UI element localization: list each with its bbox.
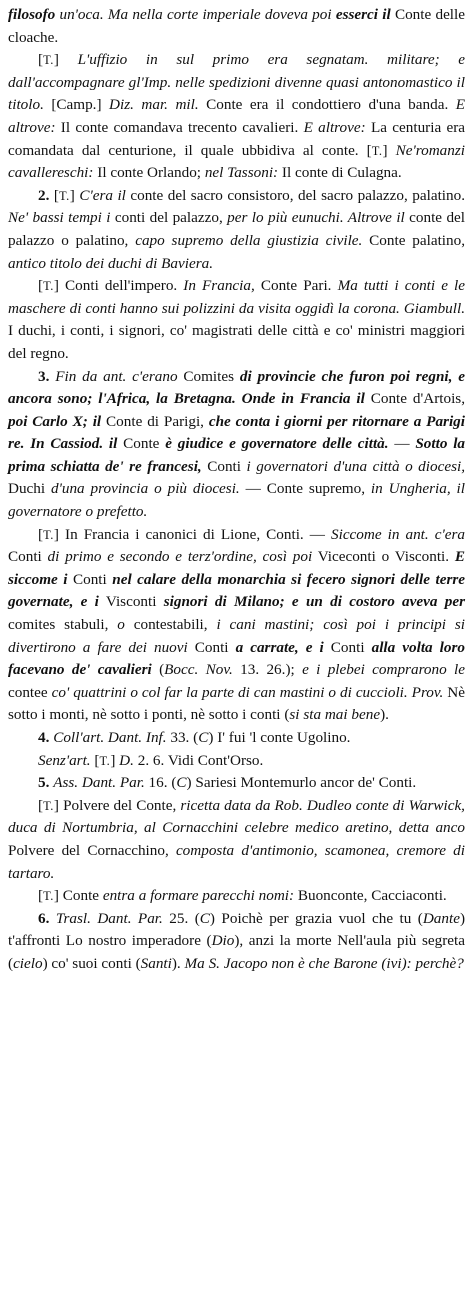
text-run: ).	[380, 706, 389, 724]
text-run: a carrate, e i	[235, 638, 324, 656]
text-run: C	[176, 774, 187, 792]
text-run: Nè sotto i monti, nè sotto i ponti, nè sotto i conti (	[8, 683, 465, 724]
text-run: Comites	[177, 367, 240, 385]
entry-paragraph	[8, 4, 465, 49]
entry-paragraph	[8, 908, 465, 976]
text-run: Fin da ant. c'erano	[55, 367, 178, 385]
text-run: [	[49, 186, 59, 204]
text-run: Santi	[140, 954, 172, 972]
text-run: Conti	[323, 638, 372, 656]
text-run: Ma S. Jacopo non è che Barone (ivi): perchè?	[184, 954, 464, 972]
text-run: 3.	[38, 367, 50, 385]
text-run: Visconti	[98, 593, 164, 611]
entry-paragraph	[8, 366, 465, 524]
text-run: Conte Pari.	[254, 277, 338, 295]
text-run: Ne' bassi tempi i	[8, 209, 111, 227]
text-run: d'una provincia o più diocesi.	[51, 480, 240, 498]
text-run: [	[38, 277, 44, 295]
text-run: — Conte supremo,	[239, 480, 371, 498]
text-run: [Camp.]	[43, 96, 110, 114]
text-run: Conti	[201, 457, 247, 475]
text-run: E siccome i	[8, 548, 465, 588]
text-run: ]	[110, 751, 120, 769]
text-run: Il conte comandava trecento cavalieri.	[55, 118, 304, 136]
text-run: ]	[53, 51, 78, 69]
text-run: cielo	[13, 954, 43, 972]
text-run: i cani mastini; così poi i principi si divertirono a fare dei nuovi	[8, 616, 465, 656]
text-run: un'oca. Ma nella corte imperiale doveva poi	[55, 6, 336, 23]
entry-paragraph	[8, 275, 465, 365]
text-run: Trasl. Dant. Par.	[55, 909, 163, 927]
text-run: Conti	[67, 570, 113, 588]
text-run: Sotto la prima schiatta de' re francesi,	[8, 435, 466, 475]
text-run: contee	[8, 683, 52, 701]
text-run: Polvere del Cornacchino,	[8, 841, 176, 859]
text-run: ).	[171, 954, 185, 972]
text-run: di provincie che furon poi regni, e ancora sono; l'Africa, la Bretagna. Onde in Francia il	[8, 367, 466, 408]
text-run: [	[38, 525, 44, 543]
text-run: Coll'art. Dant. Inf.	[53, 729, 167, 746]
text-run: Bocc. Nov.	[164, 661, 233, 679]
source-tag: T.	[43, 53, 54, 68]
text-run: E altrove:	[303, 118, 366, 136]
text-run: ]	[69, 186, 80, 204]
text-run: 4.	[38, 729, 50, 746]
text-run: Conte d'Artois,	[364, 390, 466, 408]
text-run: C	[198, 729, 209, 746]
text-run: ]	[382, 141, 396, 159]
text-run: Ma tutti i conti e le maschere di conti hanno sui polizzini da visita oggidì la corona. Giambull.	[8, 277, 465, 317]
text-run: In Francia,	[183, 277, 255, 295]
text-run: si sta mai bene	[289, 706, 381, 724]
text-run: ] Conte	[53, 887, 103, 905]
text-run: 6.	[38, 909, 50, 927]
text-run: Senz'art.	[38, 751, 91, 769]
text-run: co' quattrini o col far la parte di can mastini o di cucciolі. Prov.	[51, 683, 444, 701]
text-run: [	[90, 751, 100, 769]
text-run: Conte delle cloache.	[8, 6, 465, 46]
text-run: i governatori d'una città o diocesi,	[246, 457, 466, 475]
text-run: Conte	[117, 435, 166, 453]
text-run: che conta i giorni per ritornare a Parigi re. In Cassiod. il	[8, 412, 465, 453]
text-run: di primo e secondo e terz'ordine, così poi	[47, 548, 313, 566]
text-run: ) Sariesi Montemurlo ancor de' Conti.	[186, 774, 417, 792]
text-run: ] Polvere del Conte,	[53, 796, 181, 814]
text-run: Buonconte, Cacciaconti.	[294, 887, 447, 905]
entry-paragraph	[8, 185, 465, 275]
text-run: comites stabuli,	[8, 616, 118, 634]
text-run: conte del sacro consistoro, del sacro palazzo, palatino.	[125, 186, 466, 204]
text-run: alla volta loro facevano de' cavalieri	[8, 638, 466, 679]
text-run: ) Poichè per grazia vuol che tu (	[209, 909, 423, 927]
text-run: Ass. Dant. Par.	[53, 774, 145, 792]
text-run: Siccome in ant. c'era	[331, 525, 465, 543]
text-run: Conti	[8, 548, 48, 566]
text-run: signori di Milano; e un di costoro aveva per	[163, 593, 465, 611]
text-run: [	[38, 887, 44, 905]
source-tag: T.	[43, 889, 54, 904]
text-run: conti del palazzo,	[110, 209, 228, 227]
text-run: per lo più eunuchi. Altrove il	[227, 209, 405, 227]
text-run: ) I' fui 'l conte Ugolino.	[208, 729, 351, 746]
source-tag: T.	[43, 279, 54, 294]
text-run: ricetta data da Rob. Dudleo conte di Warwick, duca di Nortumbria, al Cornacchini celebre medico aretino, detta anco	[8, 796, 465, 837]
source-tag: T.	[58, 188, 70, 203]
text-run: [	[38, 796, 44, 814]
text-run: Conti	[187, 638, 236, 656]
text-run: Duchi	[8, 480, 52, 498]
text-run: composta d'antimonio, scamonea, cremore di tartaro.	[8, 841, 465, 882]
text-run: conte del palazzo o palatino,	[8, 209, 465, 249]
text-run: (	[151, 661, 165, 679]
text-run: entra a formare parecchi nomi:	[102, 887, 295, 905]
entry-paragraph	[8, 49, 465, 185]
text-run: Il conte di Culagna.	[278, 164, 402, 182]
entry-paragraph	[8, 750, 465, 773]
text-run: e i plebei comprarono le	[302, 661, 465, 679]
text-run: ) co' suoi conti (	[42, 954, 141, 972]
text-run: Il conte Orlando;	[93, 164, 205, 182]
text-run: —	[388, 435, 416, 453]
text-run: contestabili,	[124, 616, 217, 634]
text-run: 13. 26.);	[232, 661, 303, 679]
text-run: 5.	[38, 774, 50, 792]
text-run: poi Carlo X; il	[8, 412, 102, 430]
text-run: ), anzi la morte Nell'aula più segreta (	[8, 932, 465, 972]
text-run: capo supremo della giustizia civile.	[135, 231, 363, 249]
text-run: esserci il	[335, 6, 391, 23]
text-run: ) t'affronti Lo nostro imperadore (	[8, 909, 466, 950]
text-run: C	[199, 909, 210, 927]
text-run: 2. 6. Vidi Cont'Orso.	[133, 751, 264, 769]
text-run: D.	[119, 751, 134, 769]
text-run: Dante	[422, 909, 460, 927]
source-tag: T.	[99, 753, 111, 768]
text-run: C'era il	[79, 186, 126, 204]
source-tag: T.	[43, 798, 54, 813]
text-run: 25. (	[162, 909, 200, 927]
text-run: filosofo	[8, 6, 56, 23]
text-run: L'uffizio in sul primo era segnatam. militare; e dall'accompagnare gl'Imp. nelle spedizioni divenne quasi antonomastico il titolo.	[8, 51, 466, 114]
entry-paragraph	[8, 795, 465, 885]
text-run: 2.	[38, 186, 50, 204]
entry-paragraph	[8, 885, 465, 908]
text-run: è giudice e governatore delle città.	[165, 435, 389, 453]
text-run: nel Tassoni:	[204, 164, 279, 182]
text-run: ] Conti dell'impero.	[53, 277, 184, 295]
entry-paragraph	[8, 727, 465, 750]
text-run: [	[38, 51, 44, 69]
text-run: Conte era il condottiero d'una banda.	[198, 96, 456, 114]
text-run: Conte di Parigi,	[101, 412, 209, 430]
text-run: Diz. mar. mil.	[109, 96, 199, 114]
text-run: E altrove:	[8, 96, 465, 136]
text-run: Dio	[211, 932, 235, 950]
text-run: La centuria era comandata dal centurione, il quale ubbidiva al conte. [	[8, 118, 466, 159]
entry-paragraph	[8, 772, 465, 795]
source-tag: T.	[43, 527, 54, 542]
text-run: antico titolo dei duchi di Baviera.	[8, 254, 213, 272]
text-run: nel calare della monarchia si fecero signori delle terre governate, e i	[8, 570, 466, 611]
text-run: Conte palatino,	[362, 231, 466, 249]
entry-paragraph	[8, 524, 465, 727]
text-run: 33. (	[166, 729, 199, 746]
text-run: 16. (	[144, 774, 177, 792]
text-run: Ne'romanzi cavallereschi:	[8, 141, 466, 182]
text-run: o	[117, 616, 125, 634]
text-run: ] In Francia i canonici di Lione, Conti. —	[53, 525, 331, 543]
text-run: I duchi, i conti, i signori, co' magistrati delle città e co' ministri maggiori del regno.	[8, 322, 465, 362]
text-run: in Ungheria, il governatore o prefetto.	[8, 480, 465, 521]
text-run: Viceconti o Visconti.	[312, 548, 455, 566]
source-tag: T.	[371, 143, 383, 158]
